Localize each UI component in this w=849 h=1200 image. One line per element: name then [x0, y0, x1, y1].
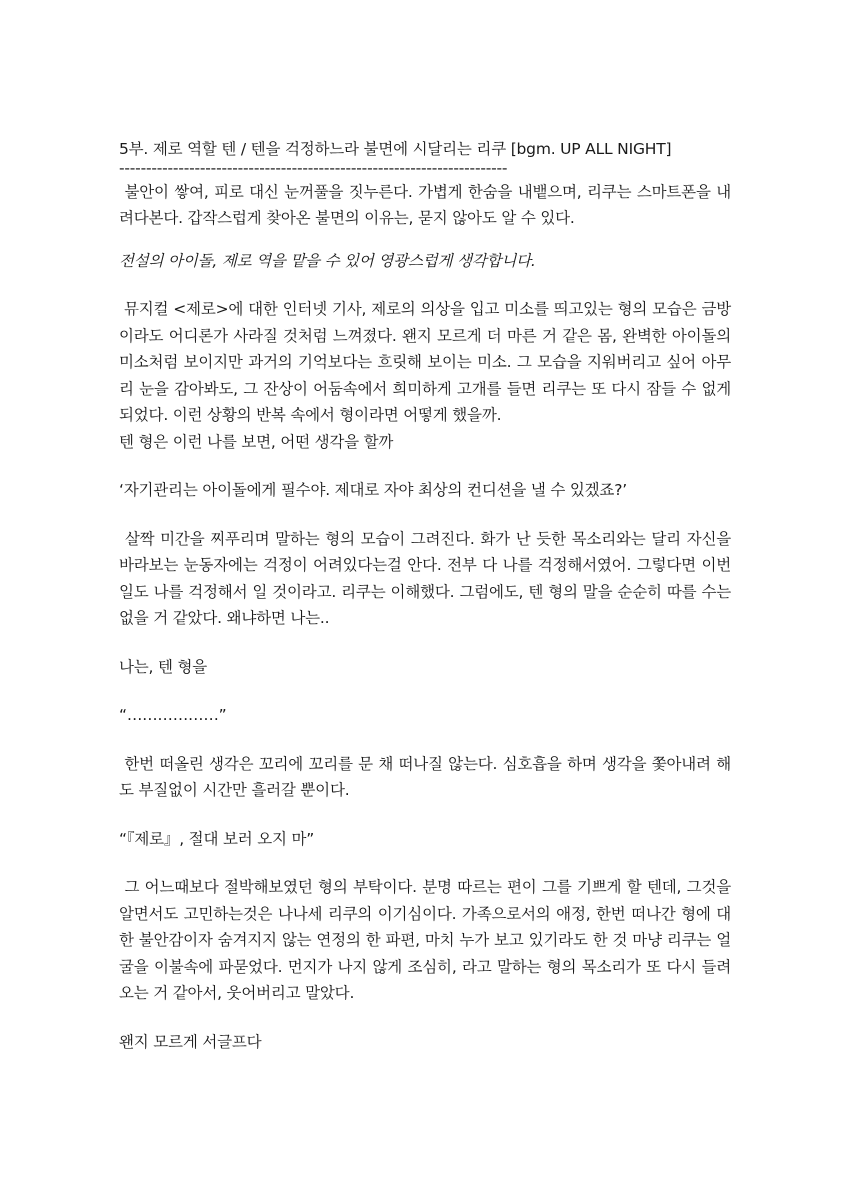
- document-page: [119, 136, 736, 1055]
- paragraph-8: 한번 떠올린 생각은 꼬리에 꼬리를 문 채 떠나질 않는다. 심호흡을 하며 생각을 쫓아내려 해도 부질없이 시간만 흘러갈 뿐이다.: [119, 754, 731, 799]
- closing-line: 왠지 모르게 서글프다: [119, 1032, 262, 1051]
- divider-line: ------------------------------------------------------------------------: [119, 158, 508, 177]
- quote-headline: 전설의 아이돌, 제로 역을 맡을 수 있어 영광스럽게 생각합니다.: [119, 251, 536, 270]
- paragraph-3: 뮤지컬 <제로>에 대한 인터넷 기사, 제로의 의상을 입고 미소를 띄고있는 형의 모습은 금방이라도 어디론가 사라질 것처럼 느껴졌다. 왠지 모르게 더 마른 거 같은 몸, 완벽한 아이돌의 미소처럼 보이지만 과거의 기억보다는 흐릿해 보이는 미소. 그 모습을 지워버리고 싶어 아무리 눈을 감아봐도, 그 잔상이 어둠속에서 희미하게 고개를 들면 리쿠는 또 다시 잠들 수 없게 되었다. 이런 상황의 반복 속에서 형이라면 어떻게 했을까.: [119, 300, 736, 424]
- paragraph-6: 나는, 텐 형을: [119, 657, 208, 676]
- paragraph-10: 그 어느때보다 절박해보였던 형의 부탁이다. 분명 따르는 편이 그를 기쁘게 할 텐데, 그것을 알면서도 고민하는것은 나나세 리쿠의 이기심이다. 가족으로서의 애정, 한번 떠나간 형에 대한 불안감이자 숨겨지지 않는 연정의 한 파편, 마치 누가 보고 있기라도 한 것 마냥 리쿠는 얼굴을 이불속에 파묻었다. 먼지가 나지 않게 조심히, 라고 말하는 형의 목소리가 또 다시 들려오는 거 같아서, 웃어버리고 말았다.: [119, 878, 736, 1002]
- ellipsis-dialogue: “………………”: [119, 706, 227, 724]
- paragraph-3b: 텐 형은 이런 나를 보면, 어떤 생각을 할까: [119, 432, 394, 451]
- chapter-title: 5부. 제로 역할 텐 / 텐을 걱정하느라 불면에 시달리는 리쿠 [bgm. UP ALL NIGHT]: [119, 140, 672, 158]
- paragraph-5: 살짝 미간을 찌푸리며 말하는 형의 모습이 그려진다. 화가 난 듯한 목소리와는 달리 자신을 바라보는 눈동자에는 걱정이 어려있다는걸 안다. 전부 다 나를 걱정해서였어. 그렇다면 이번 일도 나를 걱정해서 일 것이라고. 리쿠는 이해했다. 그럼에도, 텐 형의 말을 순순히 따를 수는 없을 거 같았다. 왜냐하면 나는..: [119, 529, 736, 627]
- paragraph-1: 불안이 쌓여, 피로 대신 눈꺼풀을 짓누른다. 가볍게 한숨을 내뱉으며, 리쿠는 스마트폰을 내려다본다. 갑작스럽게 찾아온 불면의 이유는, 묻지 않아도 알 수 있다.: [119, 182, 731, 227]
- dialogue-zero: “『제로』, 절대 보러 오지 마”: [119, 829, 315, 848]
- quote-self-care: ‘자기관리는 아이돌에게 필수야. 제대로 자야 최상의 컨디션을 낼 수 있겠죠?’: [119, 481, 627, 499]
